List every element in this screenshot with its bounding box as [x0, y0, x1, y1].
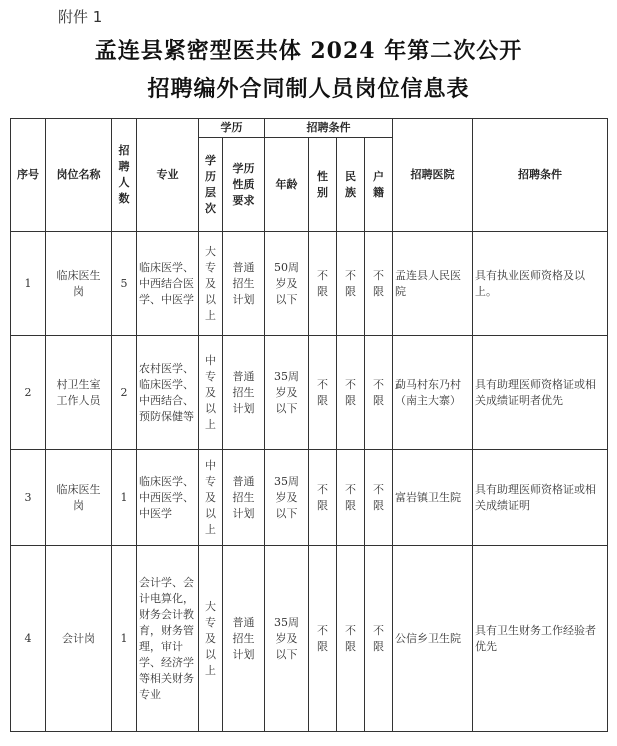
row-major: 临床医学、中西结合医学、中医学 — [137, 232, 199, 336]
row-major: 会计学、会计电算化，财务会计教育，财务管理，审计学、经济学等相关财务专业 — [137, 546, 199, 732]
header-major: 专业 — [137, 119, 199, 232]
row-major: 农村医学、临床医学、中西结合、预防保健等 — [137, 336, 199, 450]
row-seq: 3 — [11, 450, 46, 546]
row-edu-type: 普通招生计划 — [223, 546, 265, 732]
header-cond-group: 招聘条件 — [265, 119, 393, 138]
row-seq: 1 — [11, 232, 46, 336]
row-gender: 不限 — [309, 336, 337, 450]
row-edu-level: 中专及以上 — [199, 336, 223, 450]
row-post: 会计岗 — [46, 546, 112, 732]
row-edu-level: 大专及以上 — [199, 546, 223, 732]
table-row — [11, 336, 608, 450]
row-ethnic: 不限 — [337, 336, 365, 450]
row-seq: 2 — [11, 336, 46, 450]
header-edu-level: 学历层次 — [199, 138, 223, 232]
row-hospital: 孟连县人民医院 — [393, 232, 473, 336]
row-hospital: 公信乡卫生院 — [393, 546, 473, 732]
row-requirement: 具有助理医师资格证或相关成绩证明 — [473, 450, 608, 546]
row-post: 临床医生岗 — [46, 450, 112, 546]
row-age: 35周岁及以下 — [265, 336, 309, 450]
row-major: 临床医学、中西医学、中医学 — [137, 450, 199, 546]
header-post: 岗位名称 — [46, 119, 112, 232]
row-count: 1 — [112, 546, 137, 732]
row-count: 1 — [112, 450, 137, 546]
header-edu-type: 学历性质要求 — [223, 138, 265, 232]
row-count: 5 — [112, 232, 137, 336]
header-count: 招聘人数 — [112, 119, 137, 232]
header-ethnic: 民族 — [337, 138, 365, 232]
row-hukou: 不限 — [365, 450, 393, 546]
row-post: 村卫生室工作人员 — [46, 336, 112, 450]
row-seq: 4 — [11, 546, 46, 732]
row-hukou: 不限 — [365, 232, 393, 336]
row-post: 临床医生岗 — [46, 232, 112, 336]
table-row — [11, 450, 608, 546]
row-hospital: 勐马村东乃村（南主大寨） — [393, 336, 473, 450]
row-count: 2 — [112, 336, 137, 450]
row-edu-level: 大专及以上 — [199, 232, 223, 336]
row-edu-type: 普通招生计划 — [223, 450, 265, 546]
row-age: 50周岁及以下 — [265, 232, 309, 336]
row-age: 35周岁及以下 — [265, 546, 309, 732]
row-hukou: 不限 — [365, 546, 393, 732]
row-ethnic: 不限 — [337, 232, 365, 336]
header-edu-group: 学历 — [199, 119, 265, 138]
row-requirement: 具有助理医师资格证或相关成绩证明者优先 — [473, 336, 608, 450]
table-row — [11, 546, 608, 732]
row-requirement: 具有执业医师资格及以上。 — [473, 232, 608, 336]
row-ethnic: 不限 — [337, 450, 365, 546]
positions-table — [10, 118, 608, 732]
row-age: 35周岁及以下 — [265, 450, 309, 546]
row-gender: 不限 — [309, 450, 337, 546]
row-hukou: 不限 — [365, 336, 393, 450]
row-edu-type: 普通招生计划 — [223, 336, 265, 450]
row-gender: 不限 — [309, 546, 337, 732]
header-age: 年龄 — [265, 138, 309, 232]
header-gender: 性别 — [309, 138, 337, 232]
table-row — [11, 232, 608, 336]
row-edu-type: 普通招生计划 — [223, 232, 265, 336]
row-hospital: 富岩镇卫生院 — [393, 450, 473, 546]
page-title-line2: 招聘编外合同制人员岗位信息表 — [147, 76, 470, 102]
row-edu-level: 中专及以上 — [199, 450, 223, 546]
header-requirement: 招聘条件 — [473, 119, 608, 232]
header-seq: 序号 — [11, 119, 46, 232]
header-hukou: 户籍 — [365, 138, 393, 232]
page-title-line1: 孟连县紧密型医共体 2024 年第二次公开 — [94, 38, 523, 64]
row-ethnic: 不限 — [337, 546, 365, 732]
row-requirement: 具有卫生财务工作经验者优先 — [473, 546, 608, 732]
attachment-label: 附件 1 — [58, 8, 103, 26]
header-hospital: 招聘医院 — [393, 119, 473, 232]
row-gender: 不限 — [309, 232, 337, 336]
